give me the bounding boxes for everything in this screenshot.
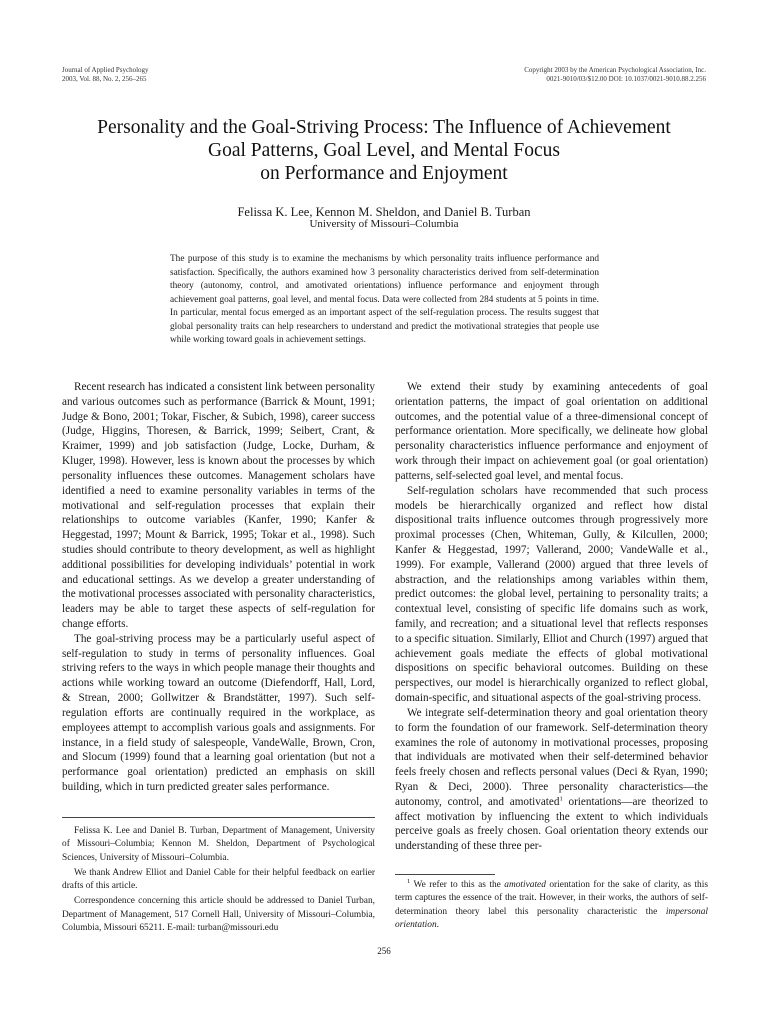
- title-line: on Performance and Enjoyment: [260, 163, 508, 184]
- title-line: Personality and the Goal-Striving Process: The Influence of Achievement: [97, 117, 671, 138]
- body-paragraph: The goal-striving process may be a particularly useful aspect of self-regulation to study in terms of personality influences. Goal striving refers to the ways in which people manage their thoughts and actions while working toward an outcome (Diefendorff, Hall, Lord, & Strean, 2000; Gollwitzer & Brandstätter, 1997). Such self-regulation efforts are continually required in the workplace, as employees attempt to accomplish various goals and assignments. For instance, in a field study of salespeople, VandeWalle, Brown, Cron, and Slocum (1999) found that a learning goal orientation (but not a performance goal orientation) predicted an emphasis on skill building, which in turn predicted greater sales performance.: [62, 632, 375, 793]
- body-paragraph: Self-regulation scholars have recommended that such process models be hierarchically organized and reflect how distal dispositional traits influence outcomes through progressively more proximal processes (Chen, Whiteman, Gully, & Kilcullen, 2000; Kanfer & Heggestad, 1997; Vallerand, 2000; VandeWalle et al., 1999). For example, Vallerand (2000) argued that three levels of abstraction, and the relationships among variables within them, predict outcomes: the global level, pertaining to personality traits; a contextual level, consisting of specific life domains such as work, family, and recreation; and a situational level that reflects responses to a specific situation. Similarly, Elliot and Church (1997) argued that achievement goals mediate the effects of global motivational dispositions on specific behavioral outcomes. Building on these perspectives, our model is hierarchically organized to reflect global, domain-specific, and situational aspects of the goal-striving process.: [395, 484, 708, 705]
- footnote-text: orientation for the sake of clarity, as this term captures the essence of the trait. However, in their works, the authors of self-determination theory label this personality characteristic the: [395, 880, 708, 917]
- author-note-acknowledgment: We thank Andrew Elliot and Daniel Cable for their helpful feedback on earlier drafts of this article.: [62, 867, 375, 892]
- copyright-line: Copyright 2003 by the American Psychological Association, Inc.: [524, 66, 706, 74]
- body-paragraph: [395, 706, 708, 854]
- footnote-number: 1: [407, 877, 411, 885]
- copyright-header: [524, 66, 706, 83]
- paragraph-text: We integrate self-determination theory and goal orientation theory to form the foundation of our framework. Self-determination theory examines the role of autonomy in motivational processes, proposing that individuals are motivated when their self-determined behavior feels freely chosen and reflects personal values (Deci & Ryan, 1990; Ryan & Deci, 2000). Three personality characteristics—the autonomy, control, and amotivated: [395, 706, 708, 808]
- body-paragraph: We extend their study by examining antecedents of goal orientation patterns, the impact of goal orientation on additional outcomes, and the potential value of a three-dimensional concept of performance orientation. More specifically, we delineate how global personality characteristics influence performance and enjoyment of work through their impact on achievement goal (or goal orientation) patterns, self-selected goal level, and mental focus.: [395, 381, 708, 482]
- journal-header: [62, 66, 149, 83]
- article-title: [40, 116, 728, 185]
- abstract: The purpose of this study is to examine the mechanisms by which personality traits influence performance and satisfaction. Specifically, the authors examined how 3 personality characteristics derived from self-determination theory (autonomy, control, and amotivated orientations) influence performance and enjoyment through achievement goal patterns, goal level, and mental focus. Data were collected from 284 students at 5 points in time. In particular, mental focus emerged as an important aspect of the self-regulation process. The results suggest that global personality traits can help researchers to understand and predict the motivational strategies that people use while working toward goals in achievement settings.: [170, 254, 599, 345]
- author-note: [62, 817, 375, 935]
- footnote-marker: 1: [559, 795, 563, 803]
- footnote-emphasis: amotivated: [504, 880, 546, 890]
- page-number: 256: [377, 946, 391, 956]
- footnote-divider: [395, 874, 495, 875]
- author-note-correspondence: Correspondence concerning this article should be addressed to Daniel Turban, Department of Management, 517 Cornell Hall, University of Missouri–Columbia, Columbia, Missouri 65211. E-mail: turban@missouri.edu: [62, 896, 375, 934]
- doi-line: 0021-9010/03/$12.00 DOI: 10.1037/0021-9010.88.2.256: [546, 74, 706, 83]
- author-note-affiliations: Felissa K. Lee and Daniel B. Turban, Department of Management, University of Missouri–Columbia; Kennon M. Sheldon, Department of Psychological Sciences, University of Missouri–Columbia.: [62, 826, 375, 863]
- footnote-text: We refer to this as the: [410, 880, 505, 890]
- footnote-emphasis: impersonal orientation: [395, 906, 708, 930]
- body-column-right: [395, 380, 708, 854]
- journal-issue: 2003, Vol. 88, No. 2, 256–265: [62, 74, 147, 83]
- footnote-text: .: [436, 919, 440, 930]
- body-column-left: [62, 380, 375, 795]
- paragraph-text: orientations—are theorized to affect motivation by influencing the extent to which individuals perceive goals as freely chosen. Goal orientation theory extends our understanding of these three per-: [395, 795, 708, 853]
- author-list: Felissa K. Lee, Kennon M. Sheldon, and Daniel B. Turban: [237, 205, 531, 219]
- journal-name: Journal of Applied Psychology: [62, 66, 149, 74]
- title-line: Goal Patterns, Goal Level, and Mental Focus: [208, 140, 560, 161]
- affiliation: University of Missouri–Columbia: [309, 218, 459, 230]
- body-paragraph: Recent research has indicated a consistent link between personality and various outcomes such as performance (Barrick & Mount, 1991; Judge & Bono, 2001; Tokar, Fischer, & Subich, 1998), career success (Judge, Higgins, Thoresen, & Barrick, 1999; Seibert, Crant, & Kraimer, 1999) and job satisfaction (Judge, Locke, Durham, & Kluger, 1998). However, less is known about the processes by which personality influences these outcomes. Management scholars have identified a need to examine personality variables in terms of the motivational and self-regulation processes that explain their relationships to outcome variables (Kanfer, 1990; Kanfer & Heggestad, 1997; Mount & Barrick, 1995; Tokar et al., 1998). Such studies should contribute to theory development, as well as highlight additional possibilities for developing individuals’ potential in work and educational settings. As we develop a greater understanding of the motivational processes associated with personality characteristics, leaders may be able to target these aspects of self-regulation for change efforts.: [62, 381, 375, 630]
- footnote-1: [395, 879, 708, 932]
